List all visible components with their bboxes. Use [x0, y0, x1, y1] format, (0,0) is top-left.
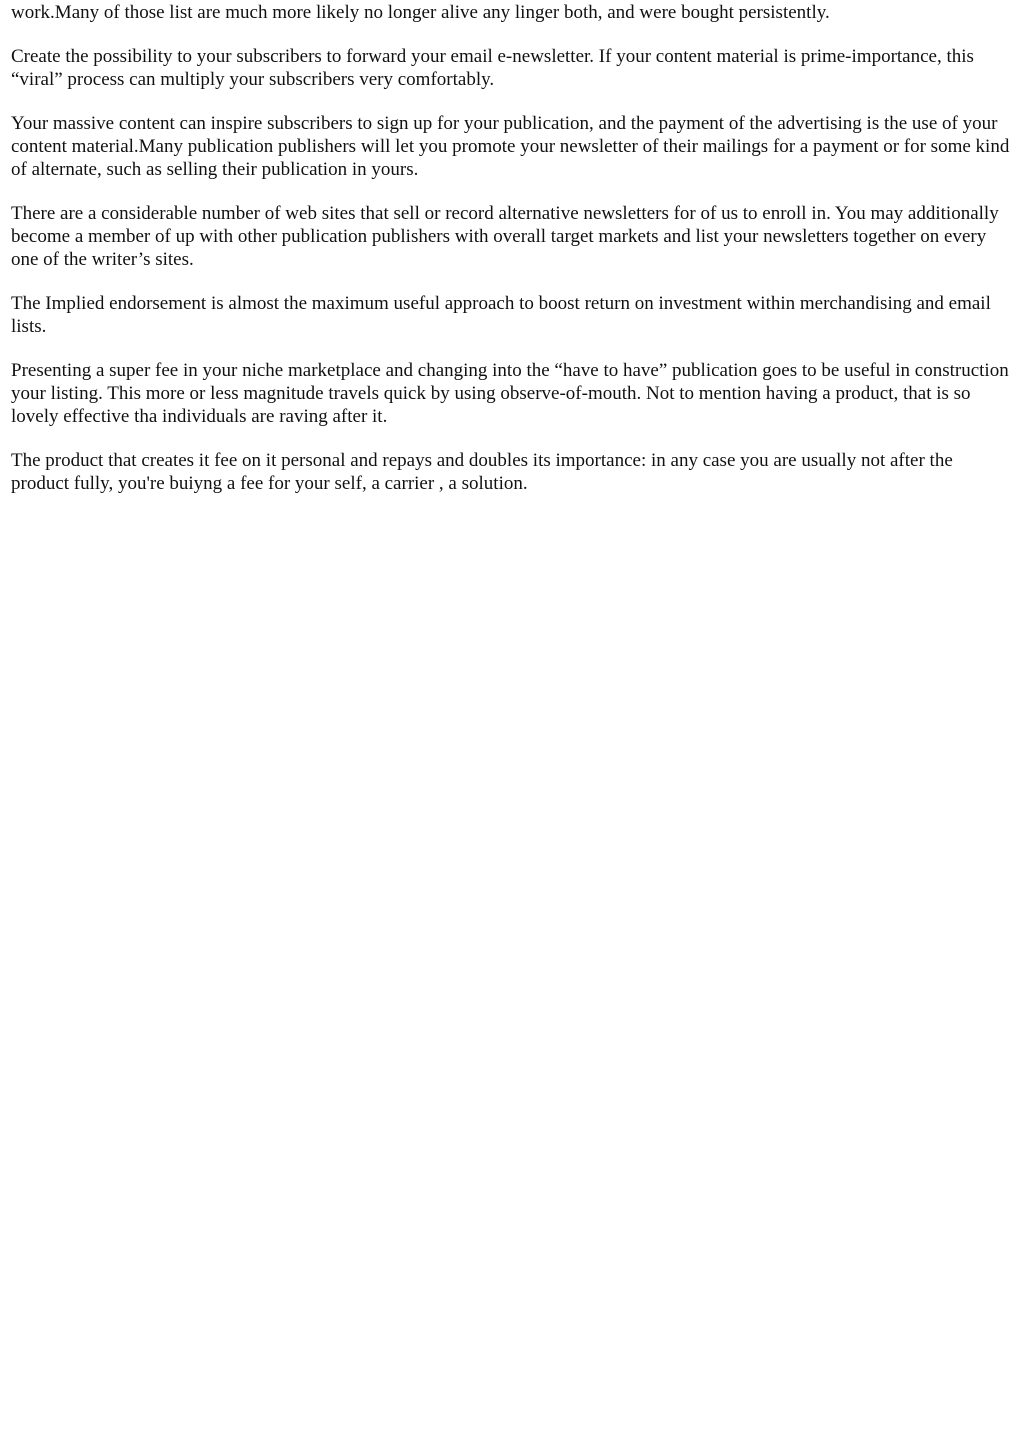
paragraph-6: Presenting a super fee in your niche marketplace and changing into the “have to have” publication goes to be useful in construction your listing. This more or less magnitude travels quick by using observe-of-mouth. Not to mention having a product, that is so lovely effective tha individuals are raving after it.: [11, 360, 1009, 427]
paragraph-7: The product that creates it fee on it personal and repays and doubles its importance: in any case you are usually not after the product fully, you're buiyng a fee for your self, a carrier , a solution.: [11, 450, 953, 494]
paragraph-5: The Implied endorsement is almost the maximum useful approach to boost return on investment within merchandising and email lists.: [11, 293, 991, 337]
paragraph-4: There are a considerable number of web sites that sell or record alternative newsletters for of us to enroll in. You may additionally become a member of up with other publication publishers with overall target markets and list your newsletters together on every one of the writer’s sites.: [11, 203, 999, 270]
paragraph-2: Create the possibility to your subscribers to forward your email e-newsletter. If your content material is prime-importance, this “viral” process can multiply your subscribers very comfortably.: [11, 46, 974, 90]
paragraph-3: Your massive content can inspire subscribers to sign up for your publication, and the payment of the advertising is the use of your content material.Many publication publishers will let you promote your newsletter of their mailings for a payment or for some kind of alternate, such as selling their publication in yours.: [11, 113, 1010, 180]
paragraph-1: work.Many of those list are much more likely no longer alive any linger both, and were bought persistently.: [11, 2, 830, 23]
document-page: [11, 0, 1014, 516]
